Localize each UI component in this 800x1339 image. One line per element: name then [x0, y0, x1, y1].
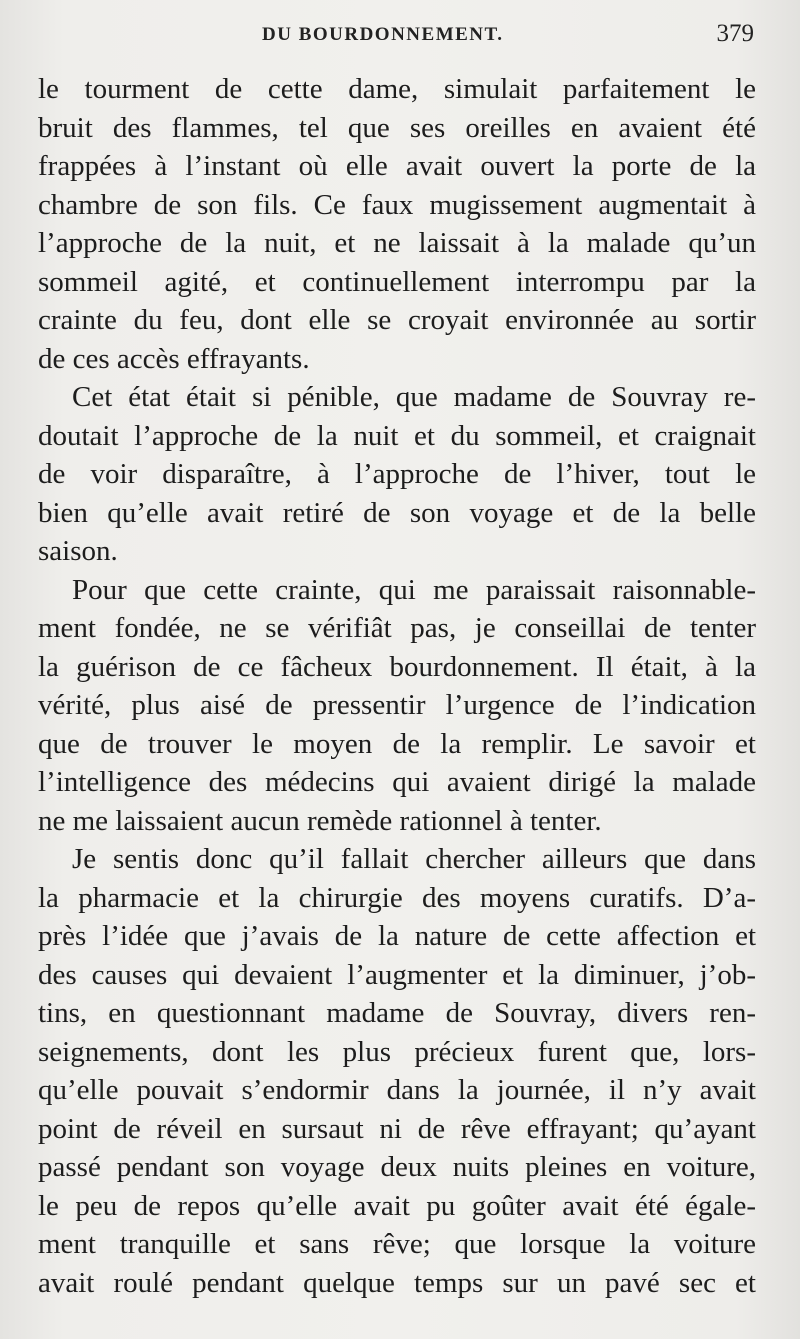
page-header [38, 18, 754, 54]
text-line: point de réveil en sursaut ni de rêve effrayant; qu’ayant [38, 1112, 756, 1145]
text-line: que de trouver le moyen de la remplir. Le savoir et [38, 727, 756, 760]
text-line: crainte du feu, dont elle se croyait environnée au sortir [38, 304, 756, 336]
text-line: la guérison de ce fâcheux bourdonnement. Il était, à la [38, 650, 756, 683]
text-line: frappées à l’instant où elle avait ouvert la porte de la [38, 150, 756, 182]
paragraph [38, 378, 756, 571]
text-line: de ces accès effrayants. [38, 342, 310, 375]
text-line: Pour que cette crainte, qui me paraissait raisonnable- [72, 573, 756, 606]
text-line: avait roulé pendant quelque temps sur un pavé sec et [38, 1266, 756, 1299]
text-line: ment fondée, ne se vérifiât pas, je conseillai de tenter [38, 612, 756, 644]
text-line: près l’idée que j’avais de la nature de cette affection et [38, 920, 756, 952]
running-head: DU BOURDONNEMENT. [262, 24, 504, 45]
text-line: l’intelligence des médecins qui avaient dirigé la malade [38, 766, 756, 798]
text-line: chambre de son fils. Ce faux mugissement augmentait à [38, 188, 756, 221]
paragraph [38, 571, 756, 841]
text-line: saison. [38, 535, 118, 567]
text-line: seignements, dont les plus précieux furent que, lors- [38, 1035, 756, 1068]
text-line: de voir disparaître, à l’approche de l’hiver, tout le [38, 458, 756, 490]
text-line: tins, en questionnant madame de Souvray, divers ren- [38, 997, 756, 1029]
text-line: passé pendant son voyage deux nuits pleines en voiture, [38, 1151, 756, 1183]
text-line: ment tranquille et sans rêve; que lorsque la voiture [38, 1228, 756, 1260]
text-line: la pharmacie et la chirurgie des moyens curatifs. D’a- [38, 881, 756, 914]
text-line: doutait l’approche de la nuit et du sommeil, et craignait [38, 419, 756, 452]
text-line: le peu de repos qu’elle avait pu goûter avait été égale- [38, 1189, 756, 1222]
body-text [38, 70, 756, 1302]
text-line: sommeil agité, et continuellement interrompu par la [38, 265, 756, 298]
text-line: Cet état était si pénible, que madame de Souvray re- [72, 381, 756, 413]
paragraph [38, 70, 756, 378]
text-line: qu’elle pouvait s’endormir dans la journée, il n’y avait [38, 1074, 756, 1106]
text-line: Je sentis donc qu’il fallait chercher ailleurs que dans [72, 843, 756, 875]
page-number: 379 [716, 20, 754, 47]
text-line: ne me laissaient aucun remède rationnel à tenter. [38, 804, 602, 837]
text-line: bruit des flammes, tel que ses oreilles en avaient été [38, 111, 756, 144]
paragraph [38, 840, 756, 1302]
text-line: des causes qui devaient l’augmenter et la diminuer, j’ob- [38, 958, 756, 991]
text-line: vérité, plus aisé de pressentir l’urgence de l’indication [38, 689, 756, 721]
text-line: bien qu’elle avait retiré de son voyage et de la belle [38, 496, 756, 529]
text-line: l’approche de la nuit, et ne laissait à la malade qu’un [38, 227, 756, 259]
text-line: le tourment de cette dame, simulait parfaitement le [38, 73, 756, 105]
